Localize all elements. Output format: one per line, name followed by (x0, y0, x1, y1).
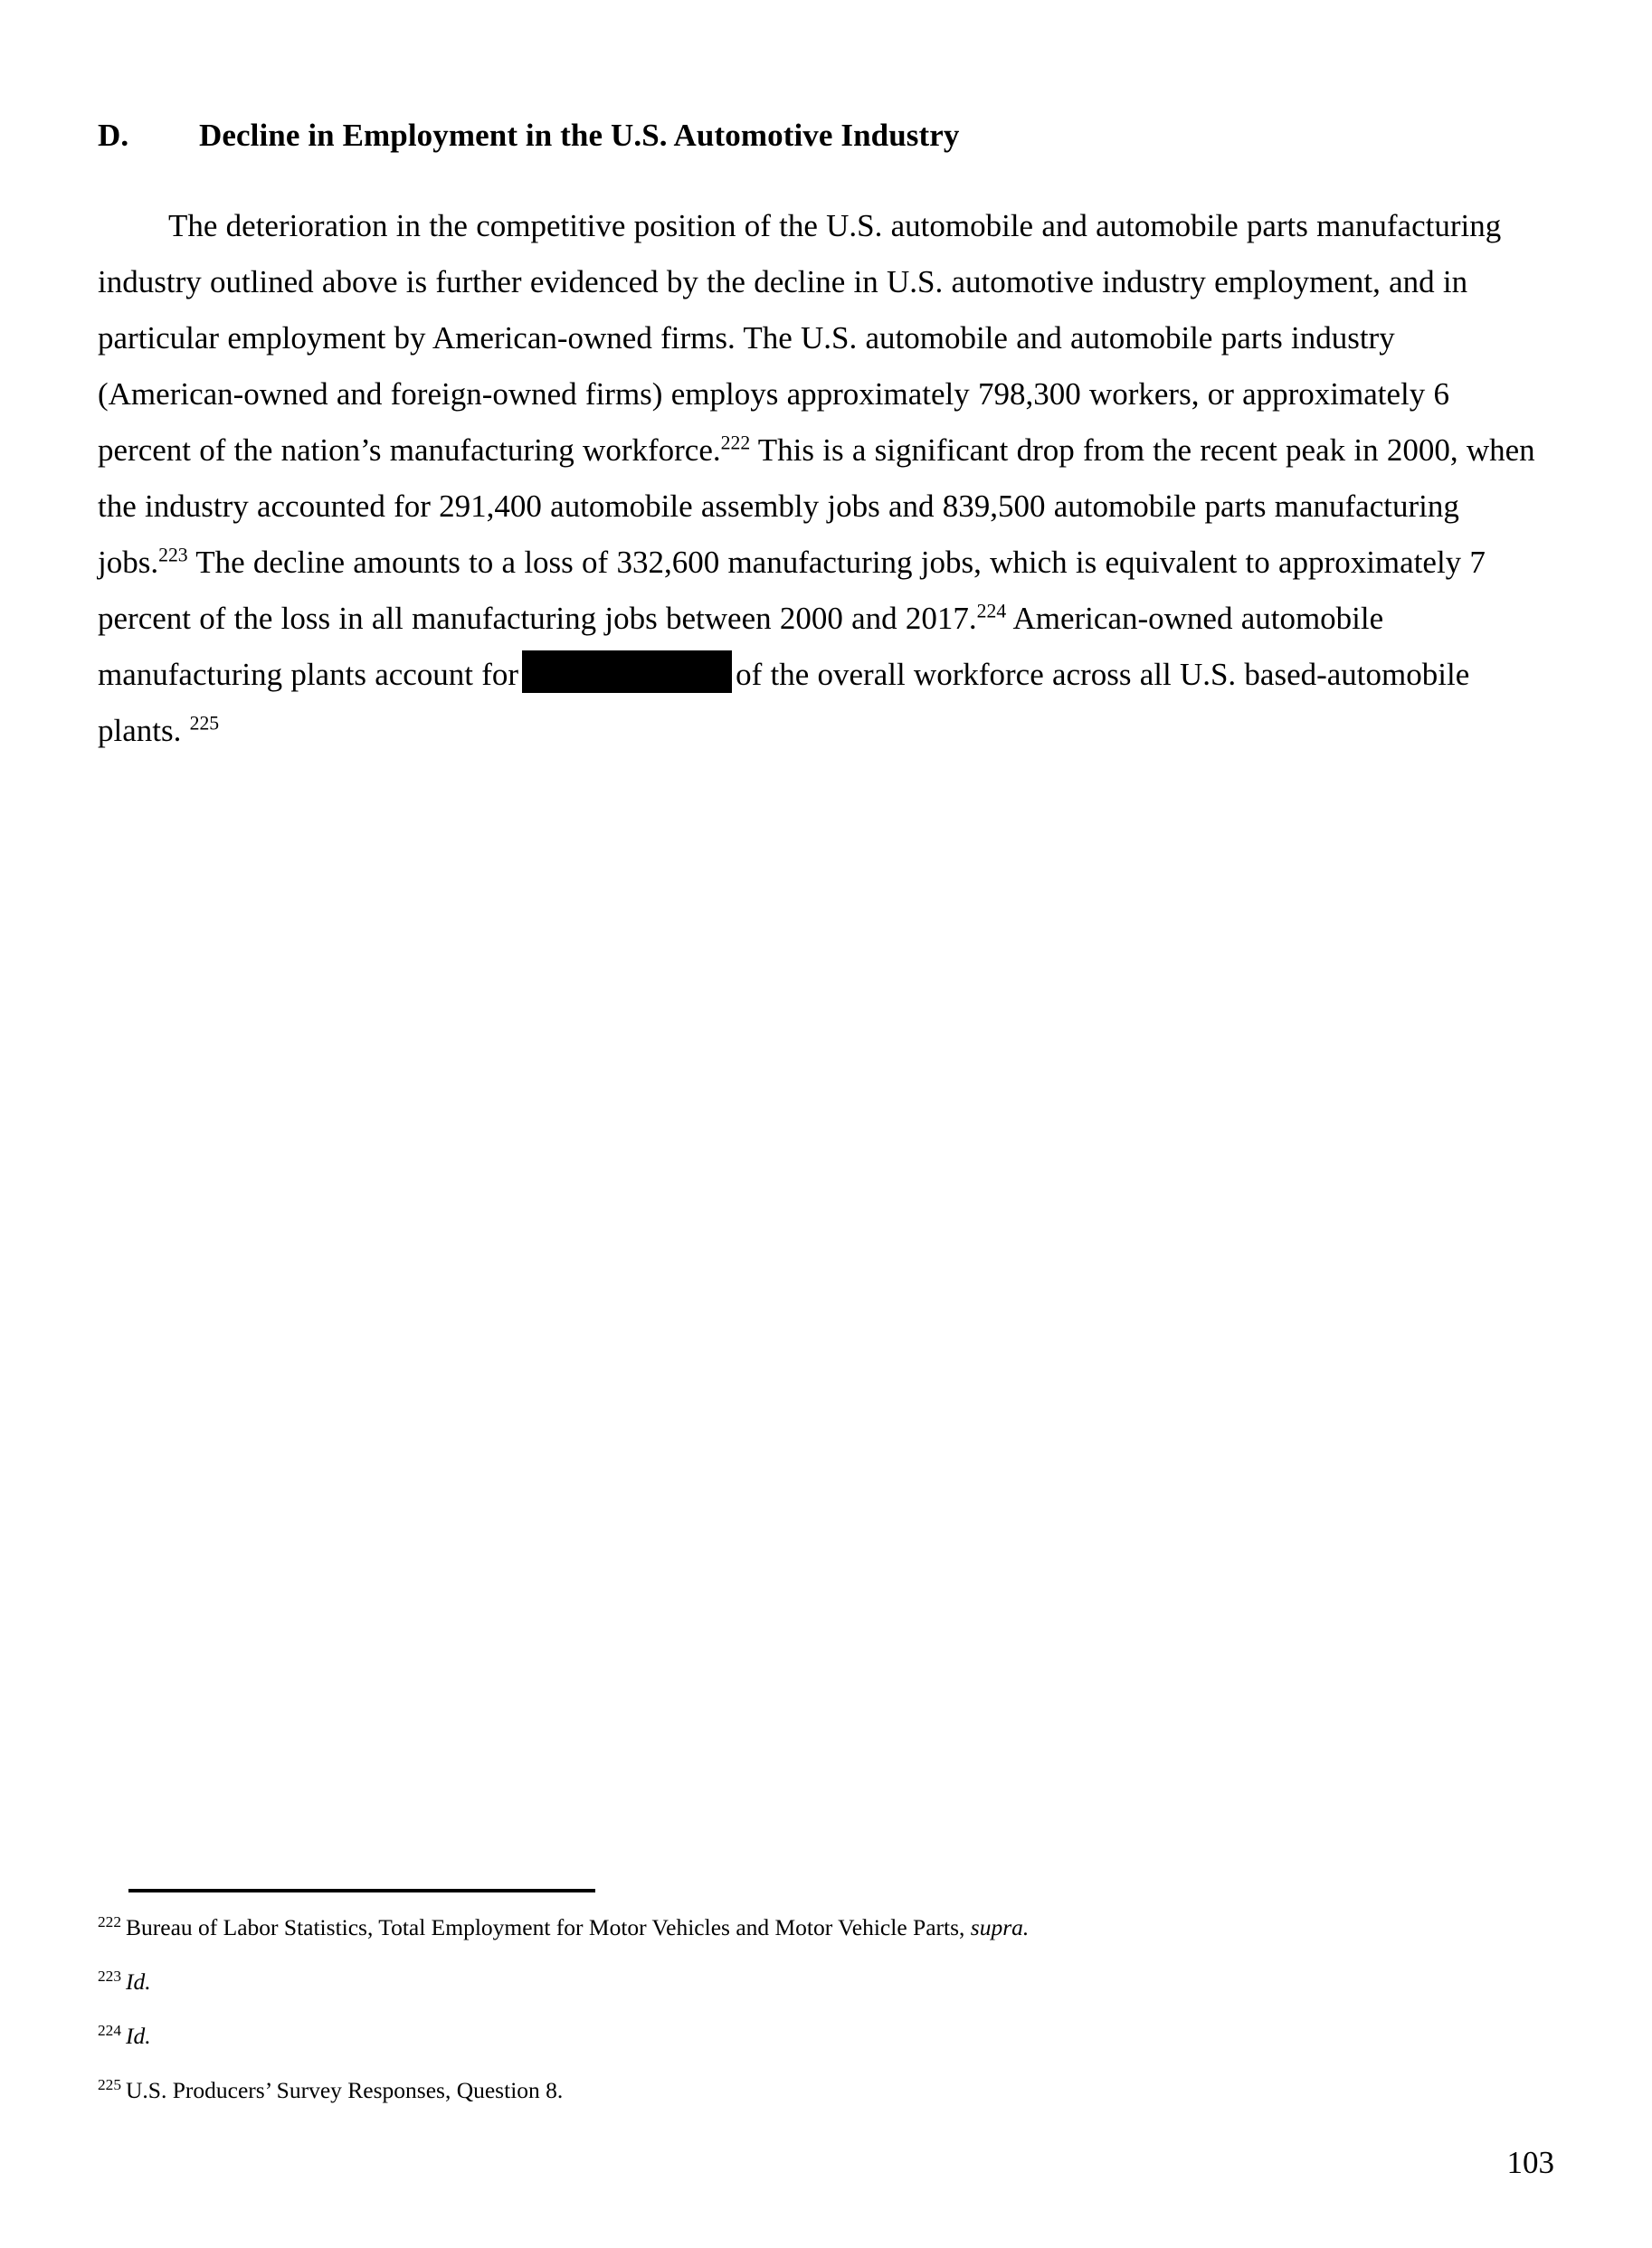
footnote-225 (98, 2075, 1536, 2105)
footnote-separator-rule (128, 1889, 595, 1892)
footnote-text-225: U.S. Producers’ Survey Responses, Question 8. (126, 2077, 564, 2104)
footnote-ref-224[interactable]: 224 (976, 600, 1007, 622)
body-paragraph (98, 198, 1536, 759)
footnote-marker-223: 223 (98, 1967, 121, 1985)
footnote-223 (98, 1967, 1536, 1997)
footnote-224 (98, 2021, 1536, 2051)
footnote-italic-224: Id. (126, 2023, 151, 2050)
footnote-italic-222: supra. (970, 1914, 1030, 1940)
footnote-marker-225: 225 (98, 2075, 121, 2093)
footnote-text-222: Bureau of Labor Statistics, Total Employment for Motor Vehicles and Motor Vehicle Parts, (126, 1914, 971, 1940)
section-title: Decline in Employment in the U.S. Automotive Industry (199, 118, 960, 153)
section-heading (98, 116, 1536, 157)
paragraph-segment-4: American-owned automobile manufacturing plants account for (98, 600, 1384, 692)
paragraph-segment-3: The decline amounts to a loss of 332,600 manufacturing jobs, which is equivalent to approximately 7 percent of the loss in all manufacturing jobs between 2000 and 2017. (98, 544, 1486, 636)
section-letter: D. (98, 118, 129, 153)
footnote-italic-223: Id. (126, 1968, 151, 1996)
footnote-marker-222: 222 (98, 1912, 121, 1930)
footnote-222 (98, 1912, 1536, 1942)
footnote-ref-222[interactable]: 222 (720, 432, 751, 454)
paragraph-segment-2: This is a significant drop from the recent peak in 2000, when the industry accounted for 291,400 automobile assembly jobs and 839,500 automobile parts manufacturing jobs. (98, 432, 1535, 580)
footnote-marker-224: 224 (98, 2021, 121, 2039)
page-content (98, 0, 1536, 791)
redaction-block (522, 650, 732, 693)
footnote-ref-223[interactable]: 223 (158, 544, 188, 566)
footnote-ref-225[interactable]: 225 (189, 712, 220, 735)
footnote-area (98, 1889, 1536, 2106)
paragraph-segment-1: The deterioration in the competitive position of the U.S. automobile and automobile parts manufacturing industry outlined above is further evidenced by the decline in U.S. automotive industry employment, and in particular employment by American-owned firms. The U.S. automobile and automobile parts industry (American-owned and foreign-owned firms) employs approximately 798,300 workers, or approximately 6 percent of the nation’s manufacturing workforce. (98, 207, 1502, 468)
paragraph-segment-5: of the overall workforce across all U.S. based-automobile plants. (98, 656, 1470, 748)
page-number: 103 (1506, 2145, 1554, 2180)
